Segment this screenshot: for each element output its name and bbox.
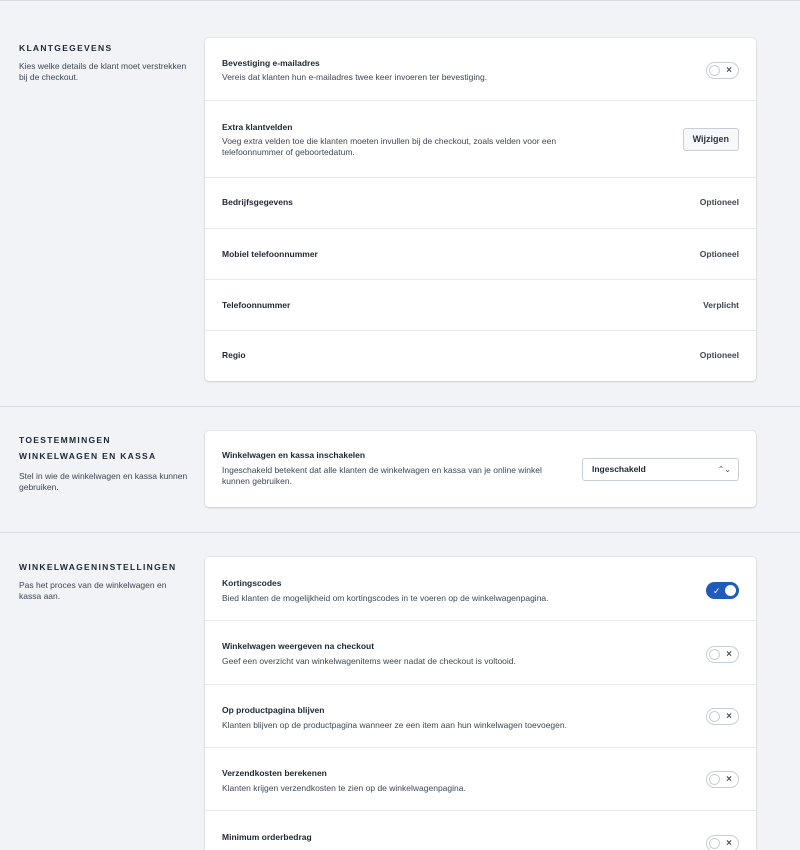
section-desc-customer-details: Kies welke details de klant moet verstrekken bij de checkout. [19, 61, 187, 82]
row-description: Klanten blijven op de productpagina wanneer ze een item aan hun winkelwagen toevoegen. [222, 720, 567, 730]
toggle-off-icon: × [726, 649, 732, 660]
row-description: Klanten krijgen verzendkosten te zien op de winkelwagenpagina. [222, 783, 466, 793]
toggle-knob [709, 838, 720, 849]
section-title-customer-details: KLANTGEGEVENS [19, 43, 113, 53]
cart-permissions-card [205, 431, 756, 507]
row-region[interactable] [205, 331, 756, 381]
row-value: Verplicht [703, 300, 739, 310]
toggle-off-icon: × [726, 774, 732, 785]
email-confirmation-toggle[interactable] [706, 62, 739, 79]
top-divider [0, 0, 800, 1]
row-title: Kortingscodes [222, 578, 282, 588]
toggle-knob [709, 774, 720, 785]
toggle-off-icon: × [726, 838, 732, 849]
select-value: Ingeschakeld [592, 464, 646, 474]
section-title-cart-permissions: TOESTEMMINGEN WINKELWAGEN EN KASSA [19, 435, 157, 461]
row-mobile-phone[interactable] [205, 229, 756, 280]
row-description: Vereis dat klanten hun e-mailadres twee keer invoeren ter bevestiging. [222, 72, 488, 82]
row-title: Minimum orderbedrag [222, 832, 312, 842]
customer-details-card [205, 38, 756, 381]
row-value: Optioneel [699, 350, 739, 360]
discount-codes-toggle[interactable] [706, 582, 739, 599]
edit-extra-fields-button[interactable]: Wijzigen [683, 128, 739, 151]
toggle-off-icon: × [726, 65, 732, 76]
row-company-details[interactable] [205, 178, 756, 229]
row-title: Verzendkosten berekenen [222, 768, 327, 778]
row-description: Bied klanten de mogelijkheid om kortingscodes in te voeren op de winkelwagenpagina. [222, 593, 549, 603]
row-title: Mobiel telefoonnummer [222, 249, 318, 259]
enable-cart-select[interactable] [582, 458, 739, 481]
toggle-knob [725, 585, 736, 596]
row-show-cart-after-checkout [205, 621, 756, 685]
calculate-shipping-toggle[interactable] [706, 771, 739, 788]
row-extra-fields [205, 101, 756, 178]
row-title: Extra klantvelden [222, 122, 293, 132]
row-title: Winkelwagen en kassa inschakelen [222, 450, 366, 460]
section-divider [0, 532, 800, 533]
row-calculate-shipping [205, 748, 756, 811]
toggle-knob [709, 649, 720, 660]
row-description: Ingeschakeld betekent dat alle klanten de winkelwagen en kassa van je online winkel kunnen gebruiken. [222, 465, 542, 486]
toggle-knob [709, 711, 720, 722]
row-title: Op productpagina blijven [222, 705, 325, 715]
row-stay-on-product-page [205, 685, 756, 748]
row-enable-cart [205, 431, 756, 507]
row-title: Bevestiging e-mailadres [222, 58, 320, 68]
row-title: Winkelwagen weergeven na checkout [222, 641, 375, 651]
minimum-order-toggle[interactable] [706, 835, 739, 850]
select-arrows-icon: ⌃⌄ [717, 465, 731, 474]
section-desc-cart-settings: Pas het proces van de winkelwagen en kassa aan. [19, 580, 167, 601]
row-discount-codes [205, 557, 756, 621]
row-value: Optioneel [699, 249, 739, 259]
row-minimum-order [205, 811, 756, 850]
row-title: Telefoonnummer [222, 300, 291, 310]
row-title: Bedrijfsgegevens [222, 197, 293, 207]
row-title: Regio [222, 350, 246, 360]
row-phone[interactable] [205, 280, 756, 331]
check-icon: ✓ [713, 586, 721, 596]
row-description: Voeg extra velden toe die klanten moeten invullen bij de checkout, zoals velden voor een telefoonnummer of geboortedatum. [222, 136, 557, 157]
cart-settings-card [205, 557, 756, 850]
toggle-off-icon: × [726, 711, 732, 722]
row-email-confirmation [205, 38, 756, 101]
row-value: Optioneel [699, 197, 739, 207]
show-cart-after-checkout-toggle[interactable] [706, 646, 739, 663]
section-title-cart-settings: WINKELWAGENINSTELLINGEN [19, 562, 177, 572]
section-desc-cart-permissions: Stel in wie de winkelwagen en kassa kunnen gebruiken. [19, 471, 188, 492]
row-description: Geef een overzicht van winkelwagenitems weer nadat de checkout is voltooid. [222, 656, 516, 666]
toggle-knob [709, 65, 720, 76]
section-divider [0, 406, 800, 407]
stay-on-product-page-toggle[interactable] [706, 708, 739, 725]
